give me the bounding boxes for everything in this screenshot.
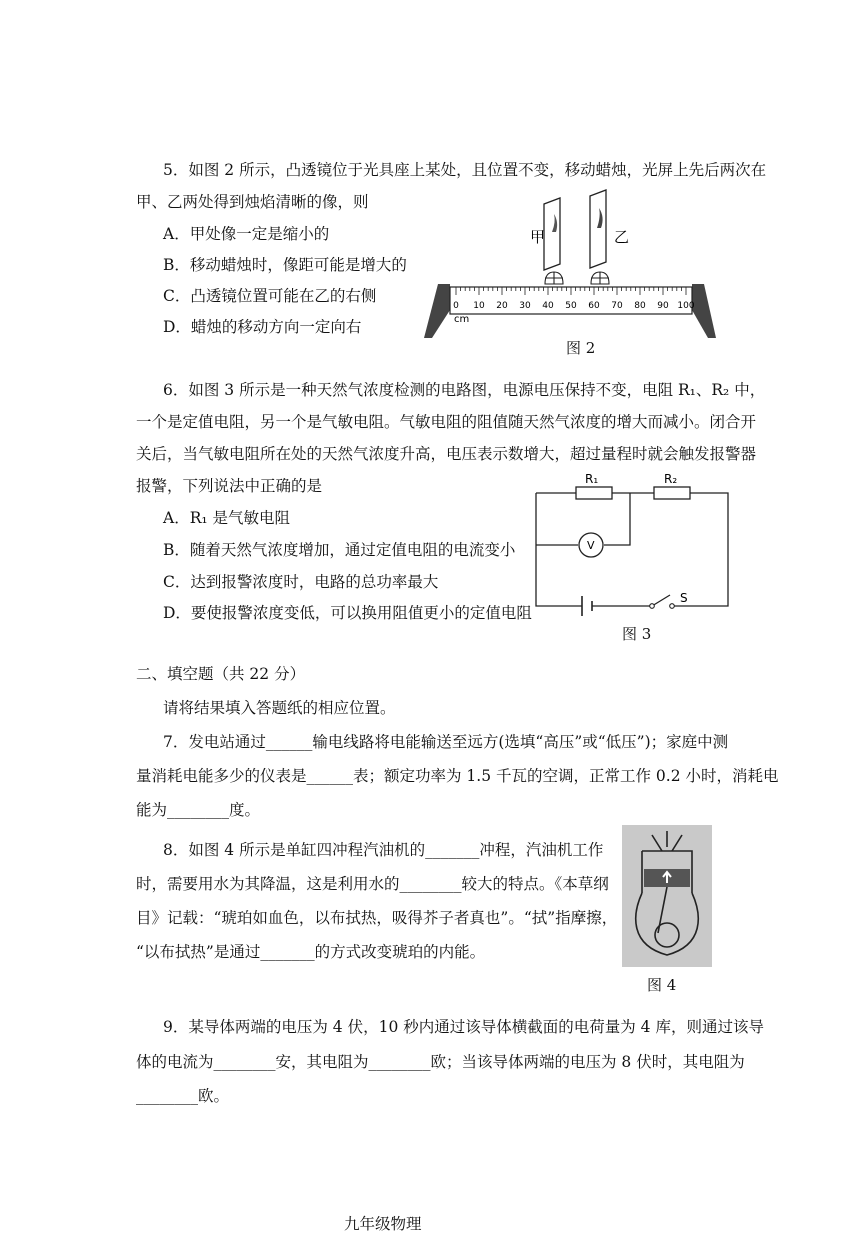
q9-line3: ________欧。 (136, 1087, 230, 1105)
q5-option-a: A．甲处像一定是缩小的 (163, 225, 330, 243)
label-yi: 乙 (614, 228, 630, 246)
ruler-label: 20 (496, 301, 508, 311)
q8-line2: 时，需要用水为其降温，这是利用水的________较大的特点。《本草纲 (136, 875, 609, 893)
bench-right-leg (692, 284, 716, 338)
ruler-label: 70 (611, 301, 623, 311)
q6-stem-line1: 6．如图 3 所示是一种天然气浓度检测的电路图，电源电压保持不变，电阻 R₁、R₂ 中， (163, 381, 766, 399)
resistor-r2 (654, 487, 690, 499)
label-voltmeter: V (587, 539, 595, 552)
ruler-label: 10 (473, 301, 485, 311)
circuit-wires (536, 493, 728, 606)
figure-2-caption: 图 2 (566, 339, 596, 357)
q6-stem-line3: 关后，当气敏电阻所在处的天然气浓度升高，电压表示数增大，超过量程时就会触发报警器 (136, 445, 757, 463)
circuit-figure (530, 470, 735, 620)
q7-line1: 7．发电站通过______输电线路将电能输送至远方(选填“高压”或“低压”)；家庭中测 (163, 733, 729, 751)
ruler-label: 60 (588, 301, 600, 311)
screen-jia (544, 198, 560, 270)
optical-bench-figure (420, 186, 730, 346)
q5-stem-line1: 5．如图 2 所示，凸透镜位于光具座上某处，且位置不变，移动蜡烛，光屏上先后两次在 (163, 161, 767, 179)
q6-stem-line4: 报警，下列说法中正确的是 (136, 477, 323, 495)
holder-yi (591, 272, 609, 284)
screen-yi (590, 190, 606, 268)
label-r2: R₂ (664, 472, 678, 486)
q6-stem-line2: 一个是定值电阻，另一个是气敏电阻。气敏电阻的阻值随天然气浓度的增大而减小。闭合开 (136, 413, 757, 431)
ruler-label: 0 (453, 301, 459, 311)
q9-line1: 9．某导体两端的电压为 4 伏，10 秒内通过该导体横截面的电荷量为 4 库，则通过该导 (163, 1018, 764, 1036)
q9-line2: 体的电流为________安，其电阻为________欧；当该导体两端的电压为 8 伏时，其电阻为 (136, 1053, 745, 1071)
engine-figure (622, 825, 712, 967)
ruler-label: 100 (677, 301, 695, 311)
switch-contact-right (670, 604, 675, 609)
section-2-instruction: 请将结果填入答题纸的相应位置。 (163, 699, 396, 717)
battery (582, 596, 592, 616)
q7-line2: 量消耗电能多少的仪表是______表；额定功率为 1.5 千瓦的空调，正常工作 0.2 小时，消耗电 (136, 767, 779, 785)
figure-3-caption: 图 3 (622, 625, 652, 643)
q6-option-d: D．要使报警浓度变低，可以换用阻值更小的定值电阻 (163, 604, 532, 622)
page-footer: 九年级物理 (344, 1215, 422, 1233)
ruler-unit: cm (454, 314, 470, 325)
resistor-r1 (576, 487, 612, 499)
switch-blade (652, 595, 670, 606)
q6-option-a: A．R₁ 是气敏电阻 (163, 509, 291, 527)
ruler-label: 80 (634, 301, 646, 311)
q7-line3: 能为________度。 (136, 801, 261, 819)
q8-line1: 8．如图 4 所示是单缸四冲程汽油机的_______冲程，汽油机工作 (163, 841, 604, 859)
q5-stem-line2: 甲、乙两处得到烛焰清晰的像，则 (136, 193, 369, 211)
label-r1: R₁ (585, 472, 599, 486)
ruler-label: 90 (657, 301, 669, 311)
figure-4-caption: 图 4 (647, 976, 677, 994)
q5-option-d: D．蜡烛的移动方向一定向右 (163, 318, 362, 336)
q8-line4: “以布拭热”是通过_______的方式改变琥珀的内能。 (136, 943, 486, 961)
q6-option-b: B．随着天然气浓度增加，通过定值电阻的电流变小 (163, 541, 516, 559)
ruler-label: 40 (542, 301, 554, 311)
q8-line3: 目》记载：“琥珀如血色，以布拭热，吸得芥子者真也”。“拭”指摩擦， (136, 909, 618, 927)
q6-option-c: C．达到报警浓度时，电路的总功率最大 (163, 573, 439, 591)
label-switch: S (680, 591, 688, 605)
section-2-title: 二、填空题（共 22 分） (136, 665, 306, 683)
holder-jia (545, 272, 563, 284)
switch-contact-left (650, 604, 655, 609)
ruler-label: 50 (565, 301, 577, 311)
q5-option-c: C．凸透镜位置可能在乙的右侧 (163, 287, 377, 305)
ruler-label: 30 (519, 301, 531, 311)
q5-option-b: B．移动蜡烛时，像距可能是增大的 (163, 256, 407, 274)
bench-left-leg (424, 284, 450, 338)
label-jia: 甲 (530, 228, 546, 246)
